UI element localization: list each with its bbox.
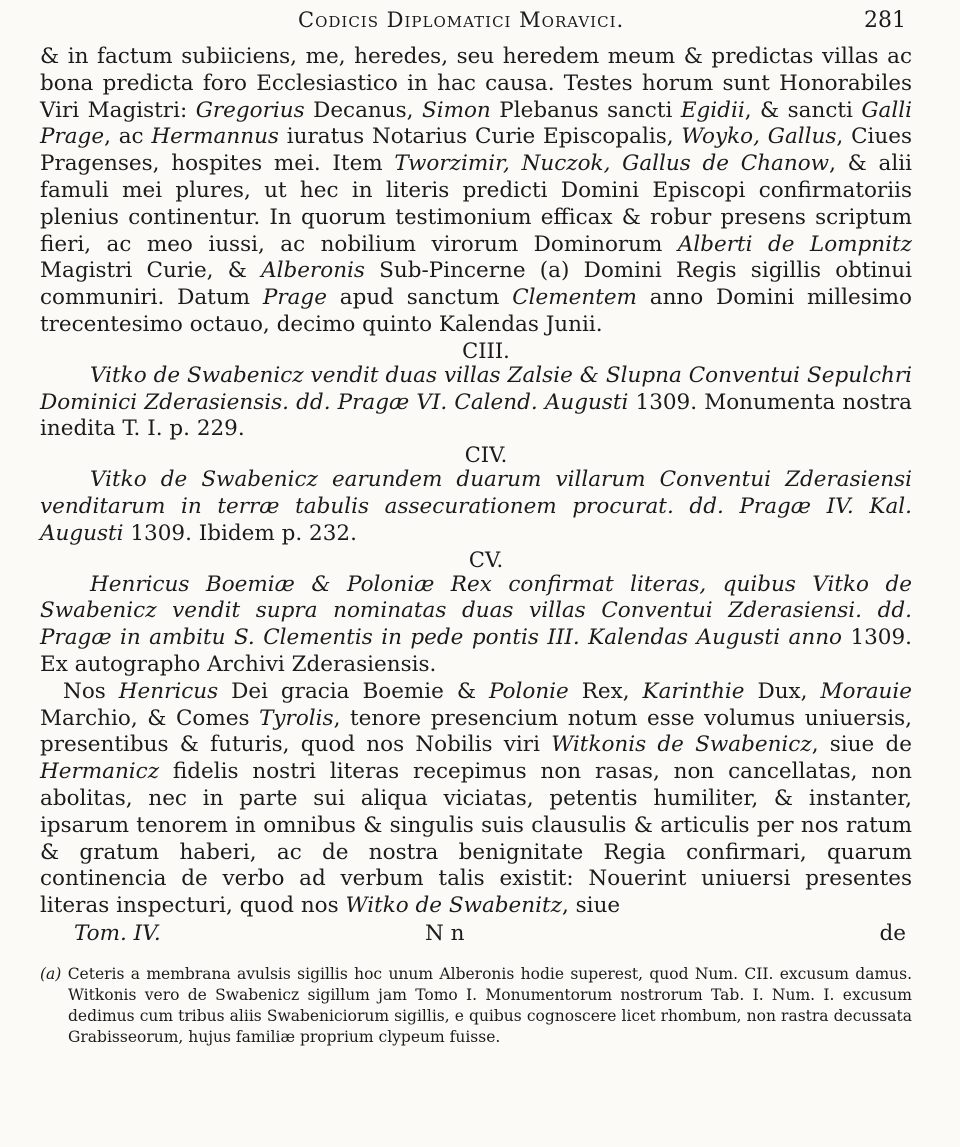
text-run: Dux,: [744, 678, 821, 704]
person-name: Henricus: [118, 678, 219, 704]
person-name: Gregorius: [195, 97, 305, 123]
place-name: Prage: [262, 285, 327, 311]
person-name: Witko de Swabenitz: [345, 893, 562, 919]
text-run: Domini Regis sigillis obtinui communiri. Datum: [40, 258, 913, 311]
document-summary: [40, 572, 912, 679]
place-name: Egidii: [680, 97, 745, 123]
footnote: [40, 964, 912, 1048]
place-name: Karinthie: [642, 678, 745, 704]
summary-year: 1309.: [123, 520, 199, 546]
person-name: Hermannus: [151, 124, 279, 150]
summary-source: Monumenta nostra inedita T. I. p. 229.: [40, 389, 912, 442]
text-run: apud sanctum: [326, 285, 513, 311]
document-number: CIV.: [464, 443, 508, 468]
main-text: [40, 44, 912, 948]
place-name: Hermanicz: [40, 759, 160, 785]
page-number: 281: [864, 8, 906, 33]
text-run: anno Domini millesimo trecentesimo octauo, decimo quinto Kalendas Junii.: [40, 285, 912, 337]
document-summary: [40, 467, 912, 547]
text-run: Decanus,: [304, 97, 422, 123]
text-run: iuratus Notarius Curie Episcopalis,: [278, 124, 682, 150]
person-name: Clementem: [512, 285, 637, 311]
summary-source: Ex autographo Archivi Zderasiensis.: [40, 651, 437, 677]
person-name: Alberonis: [261, 258, 365, 284]
person-name: Simon: [421, 97, 491, 123]
catchline: [40, 920, 912, 948]
footnote-mark: (a): [40, 964, 62, 983]
text-run: , siue: [561, 893, 621, 919]
person-name: Woyko, Gallus: [681, 124, 837, 150]
text-run: Magistri Curie, &: [40, 258, 262, 284]
catchword: de: [879, 920, 906, 946]
text-run: fidelis nostri literas recepimus non rasas, non cancellatas, non abolitas, nec in parte sui aliqua viciatas, petentis humiliter, & instanter, ipsarum tenorem in omnibus & singulis suis clausulis & articulis per nos ratum & gratum haberi, ac de nostra benignitate Regia confirmari, quarum continencia de verbo ad verbum talis existit: Nouerint uniuersi presentes literas inspecturi, quod nos: [40, 759, 912, 919]
document-summary: [40, 363, 912, 443]
page-header: [40, 4, 912, 44]
document-number: CV.: [468, 547, 504, 572]
summary-text: Vitko de Swabenicz earundem duarum villarum Conventui Zderasiensi venditarum in terræ tabulis assecurationem procurat. dd. Pragæ IV. Kal. Augusti: [40, 467, 912, 546]
continuation-paragraph: [40, 44, 912, 339]
summary-text: Henricus Boemiæ & Poloniæ Rex confirmat literas, quibus Vitko de Swabenicz vendit supra nominatas duas villas Conventui Zderasiensi. dd. Pragæ in ambitu S. Clementis in pede pontis III. Kalendas Augusti anno: [40, 571, 912, 651]
text-run: , tenore presencium notum esse volumus uniuersis, presentibus & futuris, quod nos Nobilis viri: [40, 705, 912, 758]
signature-mark: N n: [425, 920, 465, 946]
summary-year: 1309.: [841, 625, 912, 651]
person-name: Alberti de Lompnitz: [677, 231, 912, 257]
person-name: Witkonis de Swabenicz: [551, 732, 812, 758]
text-run: , & sancti: [744, 97, 862, 123]
footnote-reference[interactable]: (a): [539, 258, 570, 284]
place-name: Polonie: [488, 678, 569, 704]
summary-year: 1309.: [628, 389, 705, 415]
summary-text: Vitko de Swabenicz vendit duas villas Zalsie & Slupna Conventui Sepulchri Dominici Zderasiensis. dd. Pragæ VI. Calend. Augusti: [40, 362, 912, 415]
footnote-text: Ceteris a membrana avulsis sigillis hoc unum Alberonis hodie superest, quod Num. CII. excusum damus. Witkonis vero de Swabenicz sigillum jam Tomo I. Monumentorum nostrorum Tab. I. Num. I. excusum dedimus cum tribus aliis Swabeniciorum sigillis, e quibus cognoscere licet rhombum, non rastra decussata Grabisseorum, hujus familiæ proprium clypeum fuisse.: [67, 964, 913, 1046]
charter-text: [40, 679, 912, 920]
place-name: Galli Prage: [40, 97, 912, 150]
text-run: Sub-Pincerne: [364, 258, 540, 284]
text-run: Marchio, & Comes: [40, 705, 260, 731]
text-run: Dei gracia Boemie &: [218, 678, 489, 704]
person-name: Tworzimir, Nuczok, Gallus de Chanow: [394, 151, 830, 177]
summary-source: Ibidem p. 232.: [198, 520, 357, 546]
text-run: Nos: [63, 678, 119, 704]
text-run: , siue de: [811, 732, 912, 758]
text-run: Plebanus sancti: [490, 97, 681, 123]
text-run: & in factum subiiciens, me, heredes, seu heredem meum & predictas villas ac bona predicta foro Ecclesiastico in hac causa. Testes horum sunt Honorabiles Viri Magistri:: [40, 44, 912, 123]
place-name: Tyrolis: [259, 705, 334, 731]
text-run: , ac: [104, 124, 152, 150]
document-number: CIII.: [462, 338, 510, 363]
place-name: Morauie: [820, 678, 912, 704]
text-run: , & alii famuli mei plures, ut hec in literis predicti Domini Episcopi confirmatoriis plenius continentur. In quorum testimonium efficax & robur presens scriptum fieri, ac meo iussi, ac nobilium virorum Dominorum: [40, 151, 912, 257]
text-run: Rex,: [568, 678, 643, 704]
running-head: Codicis Diplomatici Moravici.: [298, 8, 625, 32]
text-run: , Ciues Pragenses, hospites mei. Item: [40, 124, 912, 177]
volume-mark: Tom. IV.: [74, 920, 161, 946]
